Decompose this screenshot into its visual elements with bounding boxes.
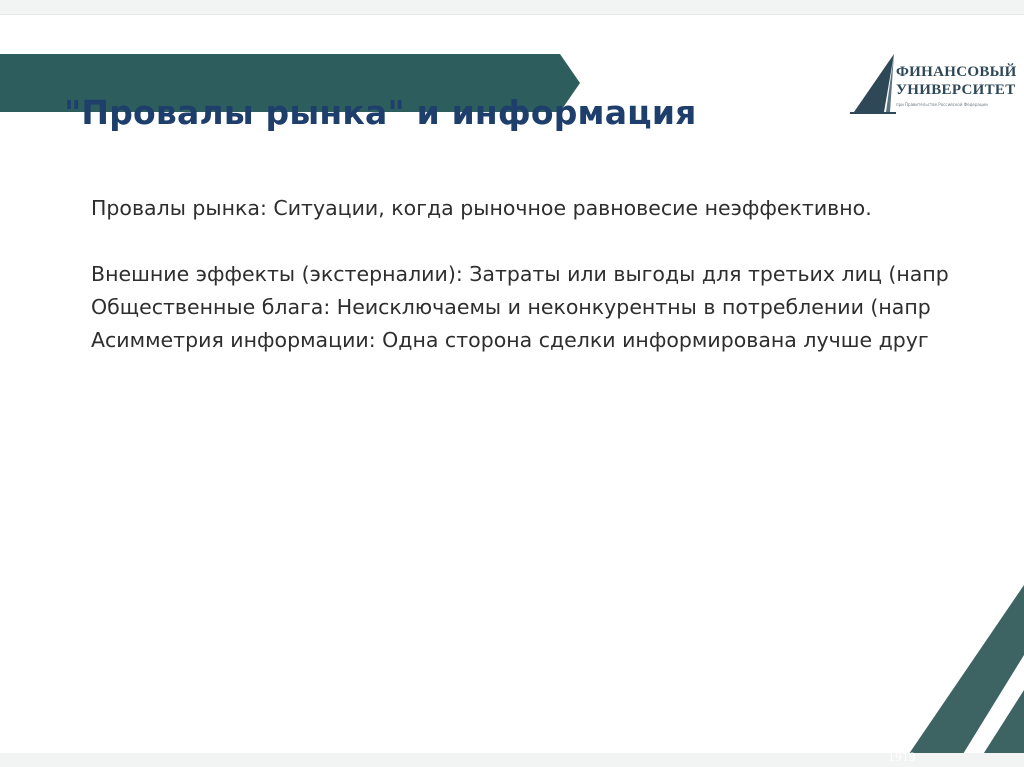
body-line-information-asymmetry: Асимметрия информации: Одна сторона сделки информирована лучше друг <box>91 328 929 352</box>
bottom-strip <box>0 753 1024 767</box>
body-line-market-failures: Провалы рынка: Ситуации, когда рыночное равновесие неэффективно. <box>91 196 872 220</box>
slide-title: "Провалы рынка" и информация <box>64 93 697 132</box>
logo-tagline: при Правительстве Российской Федерации <box>896 102 988 107</box>
body-line-public-goods: Общественные блага: Неисключаемы и неконкурентны в потреблении (напр <box>91 295 931 319</box>
founding-year-label: 1919 <box>888 749 916 764</box>
logo-text-line1: ФИНАНСОВЫЙ <box>896 64 1017 80</box>
logo-text-line2: УНИВЕРСИТЕТ <box>896 82 1016 98</box>
body-line-externalities: Внешние эффекты (экстерналии): Затраты или выгоды для третьих лиц (напр <box>91 262 949 286</box>
